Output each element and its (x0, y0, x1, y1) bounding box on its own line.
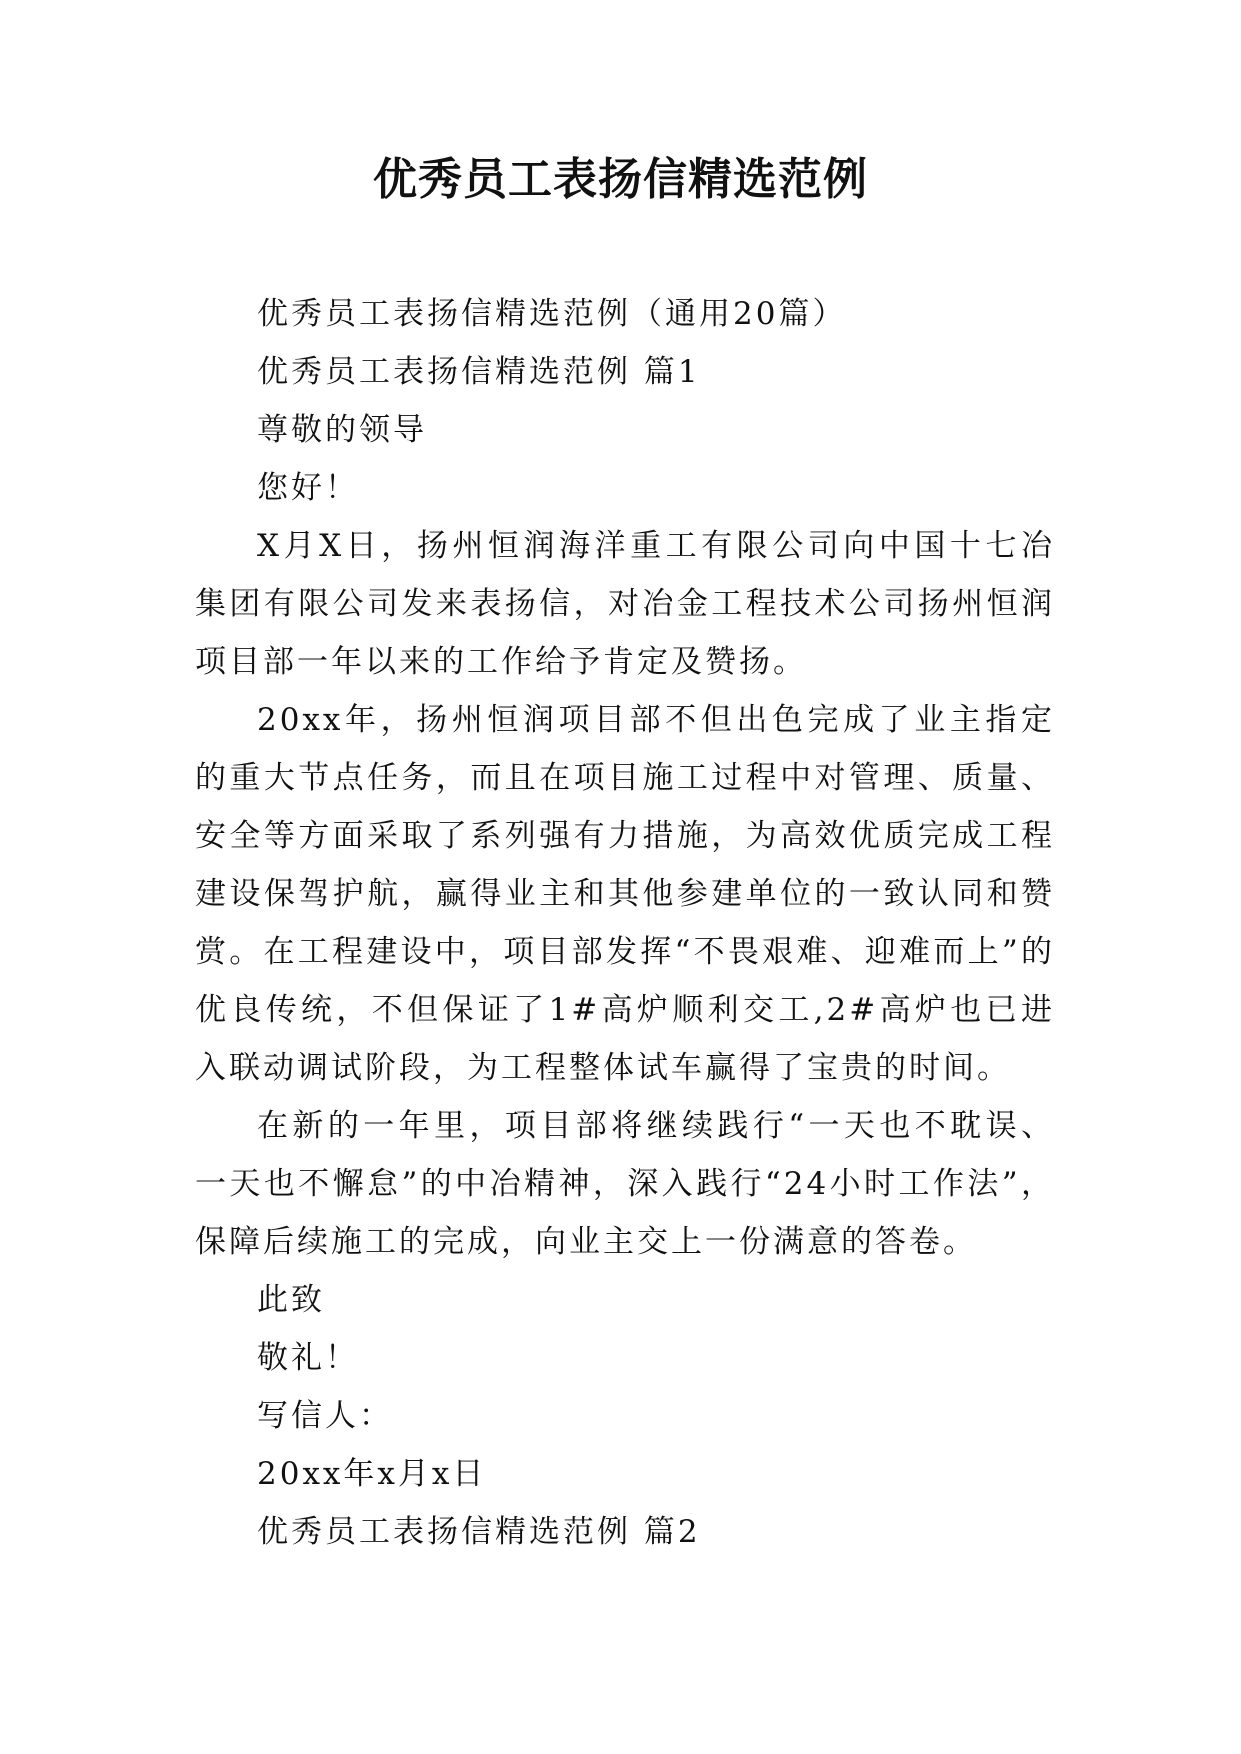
paragraph-subtitle: 优秀员工表扬信精选范例（通用20篇） (257, 296, 847, 332)
paragraph-section-heading-2: 优秀员工表扬信精选范例 篇2 (257, 1514, 701, 1550)
paragraph-signature: 写信人： (257, 1398, 393, 1434)
document-title: 优秀员工表扬信精选范例 (373, 154, 868, 205)
paragraph-closing-1: 此致 (257, 1282, 325, 1318)
paragraph-body-1: X月X日，扬州恒润海洋重工有限公司向中国十七冶集团有限公司发来表扬信，对冶金工程技术公司扬州恒润项目部一年以来的工作给予肯定及赞扬。 (195, 528, 1055, 680)
document-body (195, 285, 1055, 1561)
paragraph-body-2: 20xx年，扬州恒润项目部不但出色完成了业主指定的重大节点任务，而且在项目施工过程中对管理、质量、安全等方面采取了系列强有力措施，为高效优质完成工程建设保驾护航，赢得业主和其他参建单位的一致认同和赞赏。在工程建设中，项目部发挥“不畏艰难、迎难而上”的优良传统，不但保证了1#高炉顺利交工,2#高炉也已进入联动调试阶段，为工程整体试车赢得了宝贵的时间。 (195, 702, 1055, 1086)
paragraph-closing-2: 敬礼！ (257, 1340, 359, 1376)
paragraph-salutation: 尊敬的领导 (257, 412, 427, 448)
paragraph-body-3: 在新的一年里，项目部将继续践行“一天也不耽误、一天也不懈怠”的中冶精神，深入践行“24小时工作法”，保障后续施工的完成，向业主交上一份满意的答卷。 (195, 1108, 1055, 1260)
paragraph-greeting: 您好！ (257, 470, 359, 506)
paragraph-date: 20xx年x月x日 (257, 1456, 487, 1492)
paragraph-section-heading-1: 优秀员工表扬信精选范例 篇1 (257, 354, 701, 390)
